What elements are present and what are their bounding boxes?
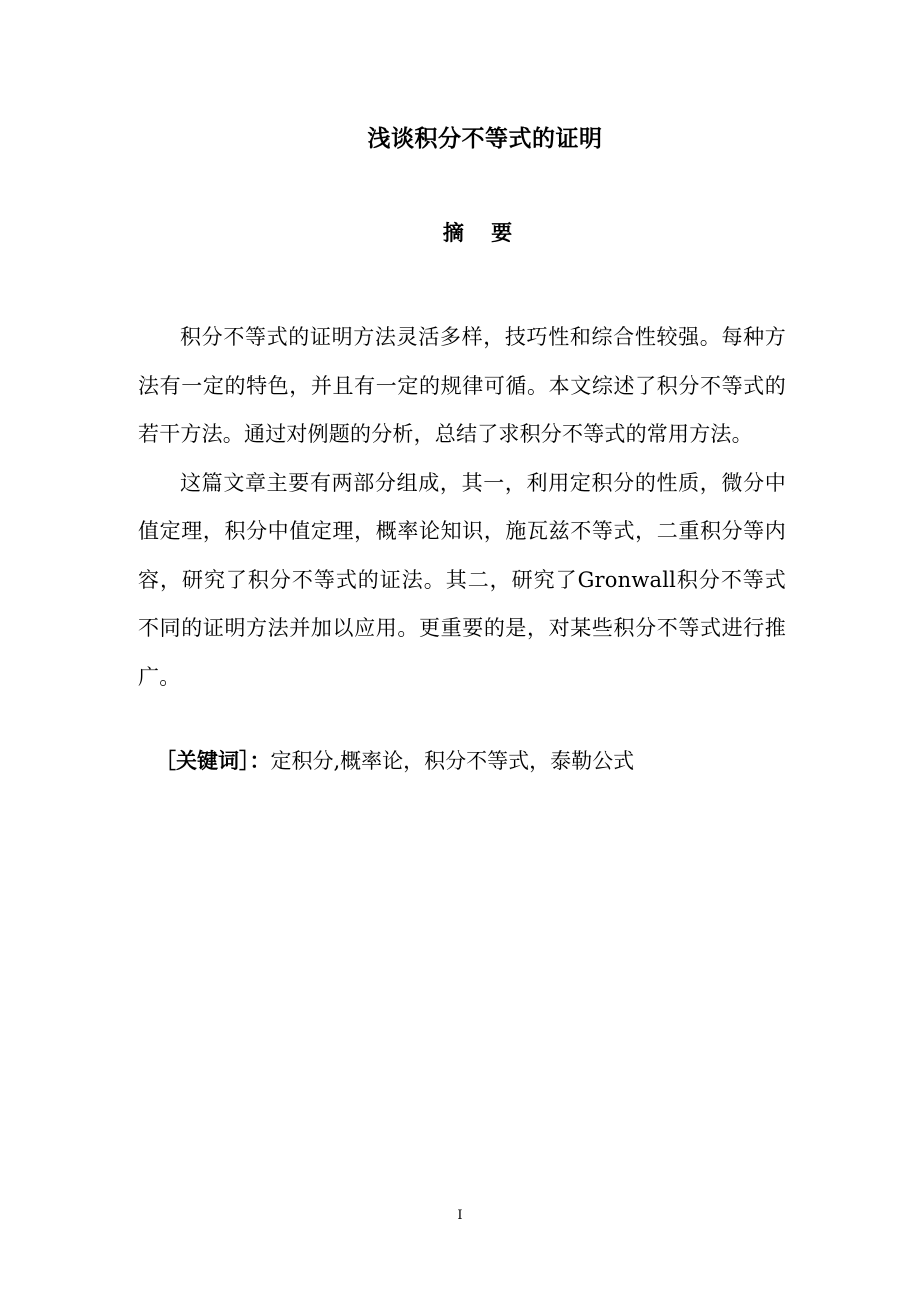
keywords-label: ［关键词］： [155,749,271,773]
abstract-body [138,313,786,701]
page-number: I [457,1208,463,1223]
abstract-paragraph-2: 这篇文章主要有两部分组成，其一，利用定积分的性质，微分中值定理，积分中值定理，概率论知识，施瓦兹不等式，二重积分等内容，研究了积分不等式的证法。其二，研究了Gronwall积分不等式不同的证明方法并加以应用。更重要的是，对某些积分不等式进行推广。 [138,470,786,689]
keywords-line [155,745,634,777]
document-title: 浅谈积分不等式的证明 [367,126,603,152]
keywords-text: 定积分,概率论，积分不等式，泰勒公式 [270,749,635,773]
abstract-heading: 摘 要 [442,221,523,245]
abstract-paragraph-1: 积分不等式的证明方法灵活多样，技巧性和综合性较强。每种方法有一定的特色，并且有一定的规律可循。本文综述了积分不等式的若干方法。通过对例题的分析，总结了求积分不等式的常用方法。 [138,325,786,446]
